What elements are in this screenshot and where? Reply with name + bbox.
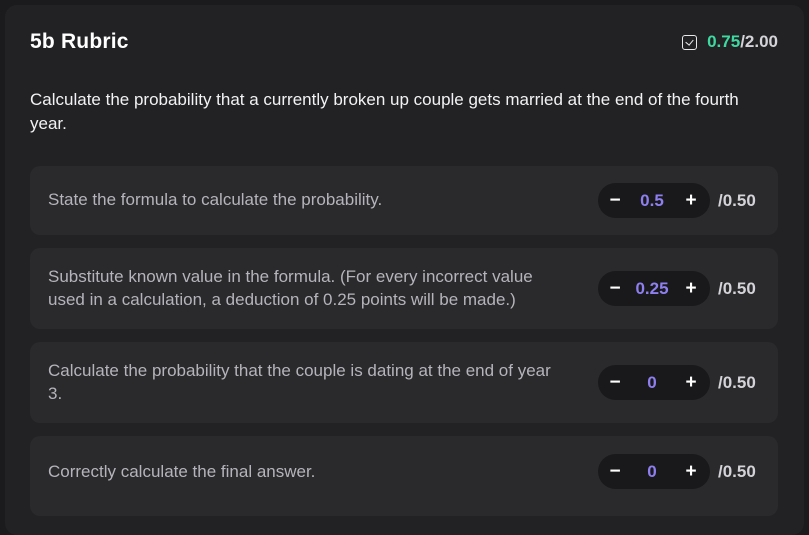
score-stepper (598, 365, 710, 400)
score-stepper (598, 271, 710, 306)
score-total: /2.00 (740, 32, 778, 51)
score-value[interactable]: 0 (647, 462, 657, 481)
criterion-text: State the formula to calculate the probability. (48, 190, 383, 209)
criterion-text: Substitute known value in the formula. (For every incorrect value used in a calculation, a deduction of 0.25 points will be made.) (48, 267, 533, 309)
max-points: /0.50 (718, 191, 756, 210)
rubric-criterion (30, 436, 778, 516)
rubric-criterion (30, 166, 778, 235)
score-value[interactable]: 0.5 (640, 191, 664, 210)
checkbox-check-icon (682, 35, 697, 50)
rubric-criterion (30, 342, 778, 423)
criterion-text: Correctly calculate the final answer. (48, 462, 316, 481)
score-summary (682, 32, 778, 52)
max-points: /0.50 (718, 373, 756, 392)
score-stepper (598, 183, 710, 218)
rubric-criterion (30, 248, 778, 329)
score-earned: 0.75 (707, 32, 741, 51)
max-points: /0.50 (718, 279, 756, 298)
question-text: Calculate the probability that a currently broken up couple gets married at the end of the fourth year. (30, 90, 739, 133)
minus-icon[interactable]: − (609, 372, 621, 393)
score-value[interactable]: 0.25 (635, 279, 669, 298)
plus-icon[interactable]: + (685, 461, 697, 482)
plus-icon[interactable]: + (685, 190, 697, 211)
plus-icon[interactable]: + (685, 278, 697, 299)
minus-icon[interactable]: − (609, 278, 621, 299)
score-stepper (598, 454, 710, 489)
score-value[interactable]: 0 (647, 373, 657, 392)
max-points: /0.50 (718, 462, 756, 481)
plus-icon[interactable]: + (685, 372, 697, 393)
criterion-text: Calculate the probability that the couple is dating at the end of year 3. (48, 361, 551, 403)
minus-icon[interactable]: − (609, 190, 621, 211)
rubric-title: 5b Rubric (30, 30, 129, 53)
minus-icon[interactable]: − (609, 461, 621, 482)
